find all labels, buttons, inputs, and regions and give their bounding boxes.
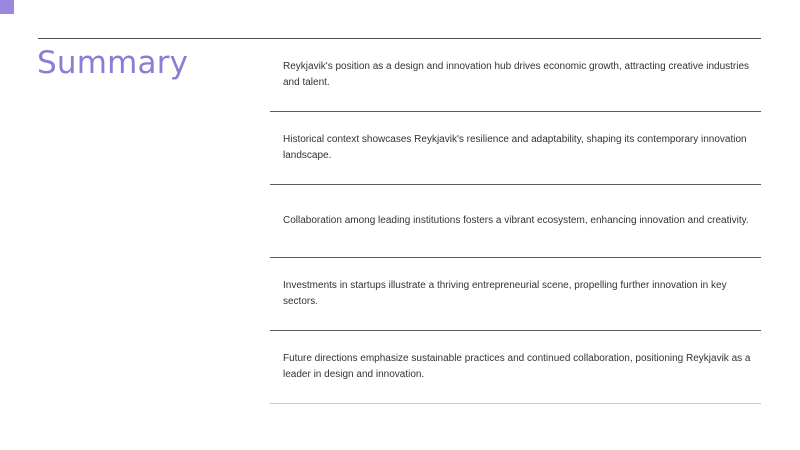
summary-item-text: Reykjavik's position as a design and innovation hub drives economic growth, attracting creative industries and talent.: [283, 61, 750, 88]
summary-item-text: Collaboration among leading institutions fosters a vibrant ecosystem, enhancing innovation and creativity.: [283, 215, 749, 226]
summary-item: [270, 112, 761, 185]
summary-item: [270, 185, 761, 258]
slide-title: Summary: [37, 45, 189, 81]
summary-item: [270, 39, 761, 112]
corner-accent-square: [0, 0, 14, 14]
summary-list: [270, 39, 761, 404]
summary-item-text: Future directions emphasize sustainable practices and continued collaboration, positioning Reykjavik as a leader in design and innovation.: [283, 353, 751, 380]
summary-item: [270, 258, 761, 331]
summary-item: [270, 331, 761, 404]
summary-item-text: Historical context showcases Reykjavik's resilience and adaptability, shaping its contemporary innovation landscape.: [283, 134, 747, 161]
summary-item-text: Investments in startups illustrate a thriving entrepreneurial scene, propelling further innovation in key sectors.: [283, 280, 727, 307]
